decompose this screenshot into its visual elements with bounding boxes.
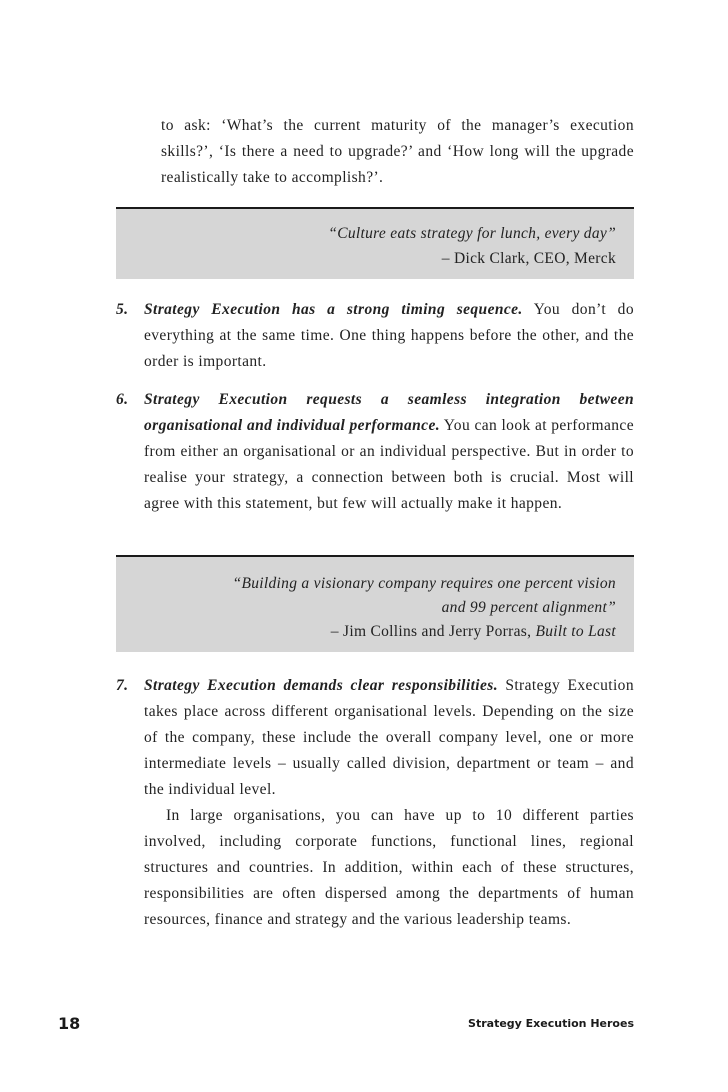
item-number: 5. bbox=[116, 301, 129, 318]
item-text: You can look at performance from either an organisational or an individual perspective. But in order to realise your strategy, a connection between both is crucial. Most will agree with this statement, but few will actually make it happen. bbox=[144, 417, 634, 512]
item-lead: Strategy Execution has a strong timing sequence. bbox=[144, 301, 523, 318]
item-paragraph bbox=[144, 673, 634, 803]
item-lead: Strategy Execution requests a seamless integration between organisational and individual performance. bbox=[144, 391, 634, 434]
list-item-7 bbox=[116, 673, 634, 933]
list-item-6 bbox=[116, 387, 634, 517]
item-text: You don’t do everything at the same time. One thing happens before the other, and the order is important. bbox=[144, 301, 634, 370]
quote-text-line2: and 99 percent alignment” bbox=[441, 599, 616, 616]
item-paragraph-continued: In large organisations, you can have up to 10 different parties involved, including corporate functions, functional lines, regional structures and countries. In addition, within each of these structures, responsibilities are often dispersed among the departments of human resources, finance and strategy and the various leadership teams. bbox=[144, 807, 634, 928]
attribution-book: Built to Last bbox=[535, 623, 616, 640]
item-paragraph bbox=[144, 297, 634, 375]
quote-attribution: – Dick Clark, CEO, Merck bbox=[441, 250, 616, 267]
quote-text-line1: “Building a visionary company requires one percent vision bbox=[232, 575, 616, 592]
quote-box-culture bbox=[116, 207, 634, 279]
running-footer-title: Strategy Execution Heroes bbox=[468, 1017, 634, 1030]
attribution-authors: – Jim Collins and Jerry Porras, bbox=[330, 623, 536, 640]
quote-box-visionary bbox=[116, 555, 634, 652]
intro-paragraph: to ask: ‘What’s the current maturity of the manager’s execution skills?’, ‘Is there a need to upgrade?’ and ‘How long will the upgrade realistically take to accomplish?’. bbox=[161, 117, 634, 186]
item-number: 7. bbox=[116, 677, 129, 694]
page-number: 18 bbox=[58, 1014, 81, 1033]
list-item-5 bbox=[116, 297, 634, 375]
item-number: 6. bbox=[116, 391, 129, 408]
item-lead: Strategy Execution demands clear responsibilities. bbox=[144, 677, 498, 694]
quote-attribution bbox=[331, 623, 616, 641]
item-paragraph bbox=[144, 387, 634, 517]
quote-text: “Culture eats strategy for lunch, every day” bbox=[328, 225, 616, 242]
item-text: Strategy Execution takes place across different organisational levels. Depending on the size of the company, these include the overall company level, one or more intermediate levels – usually called division, department or team – and the individual level. bbox=[144, 677, 634, 798]
